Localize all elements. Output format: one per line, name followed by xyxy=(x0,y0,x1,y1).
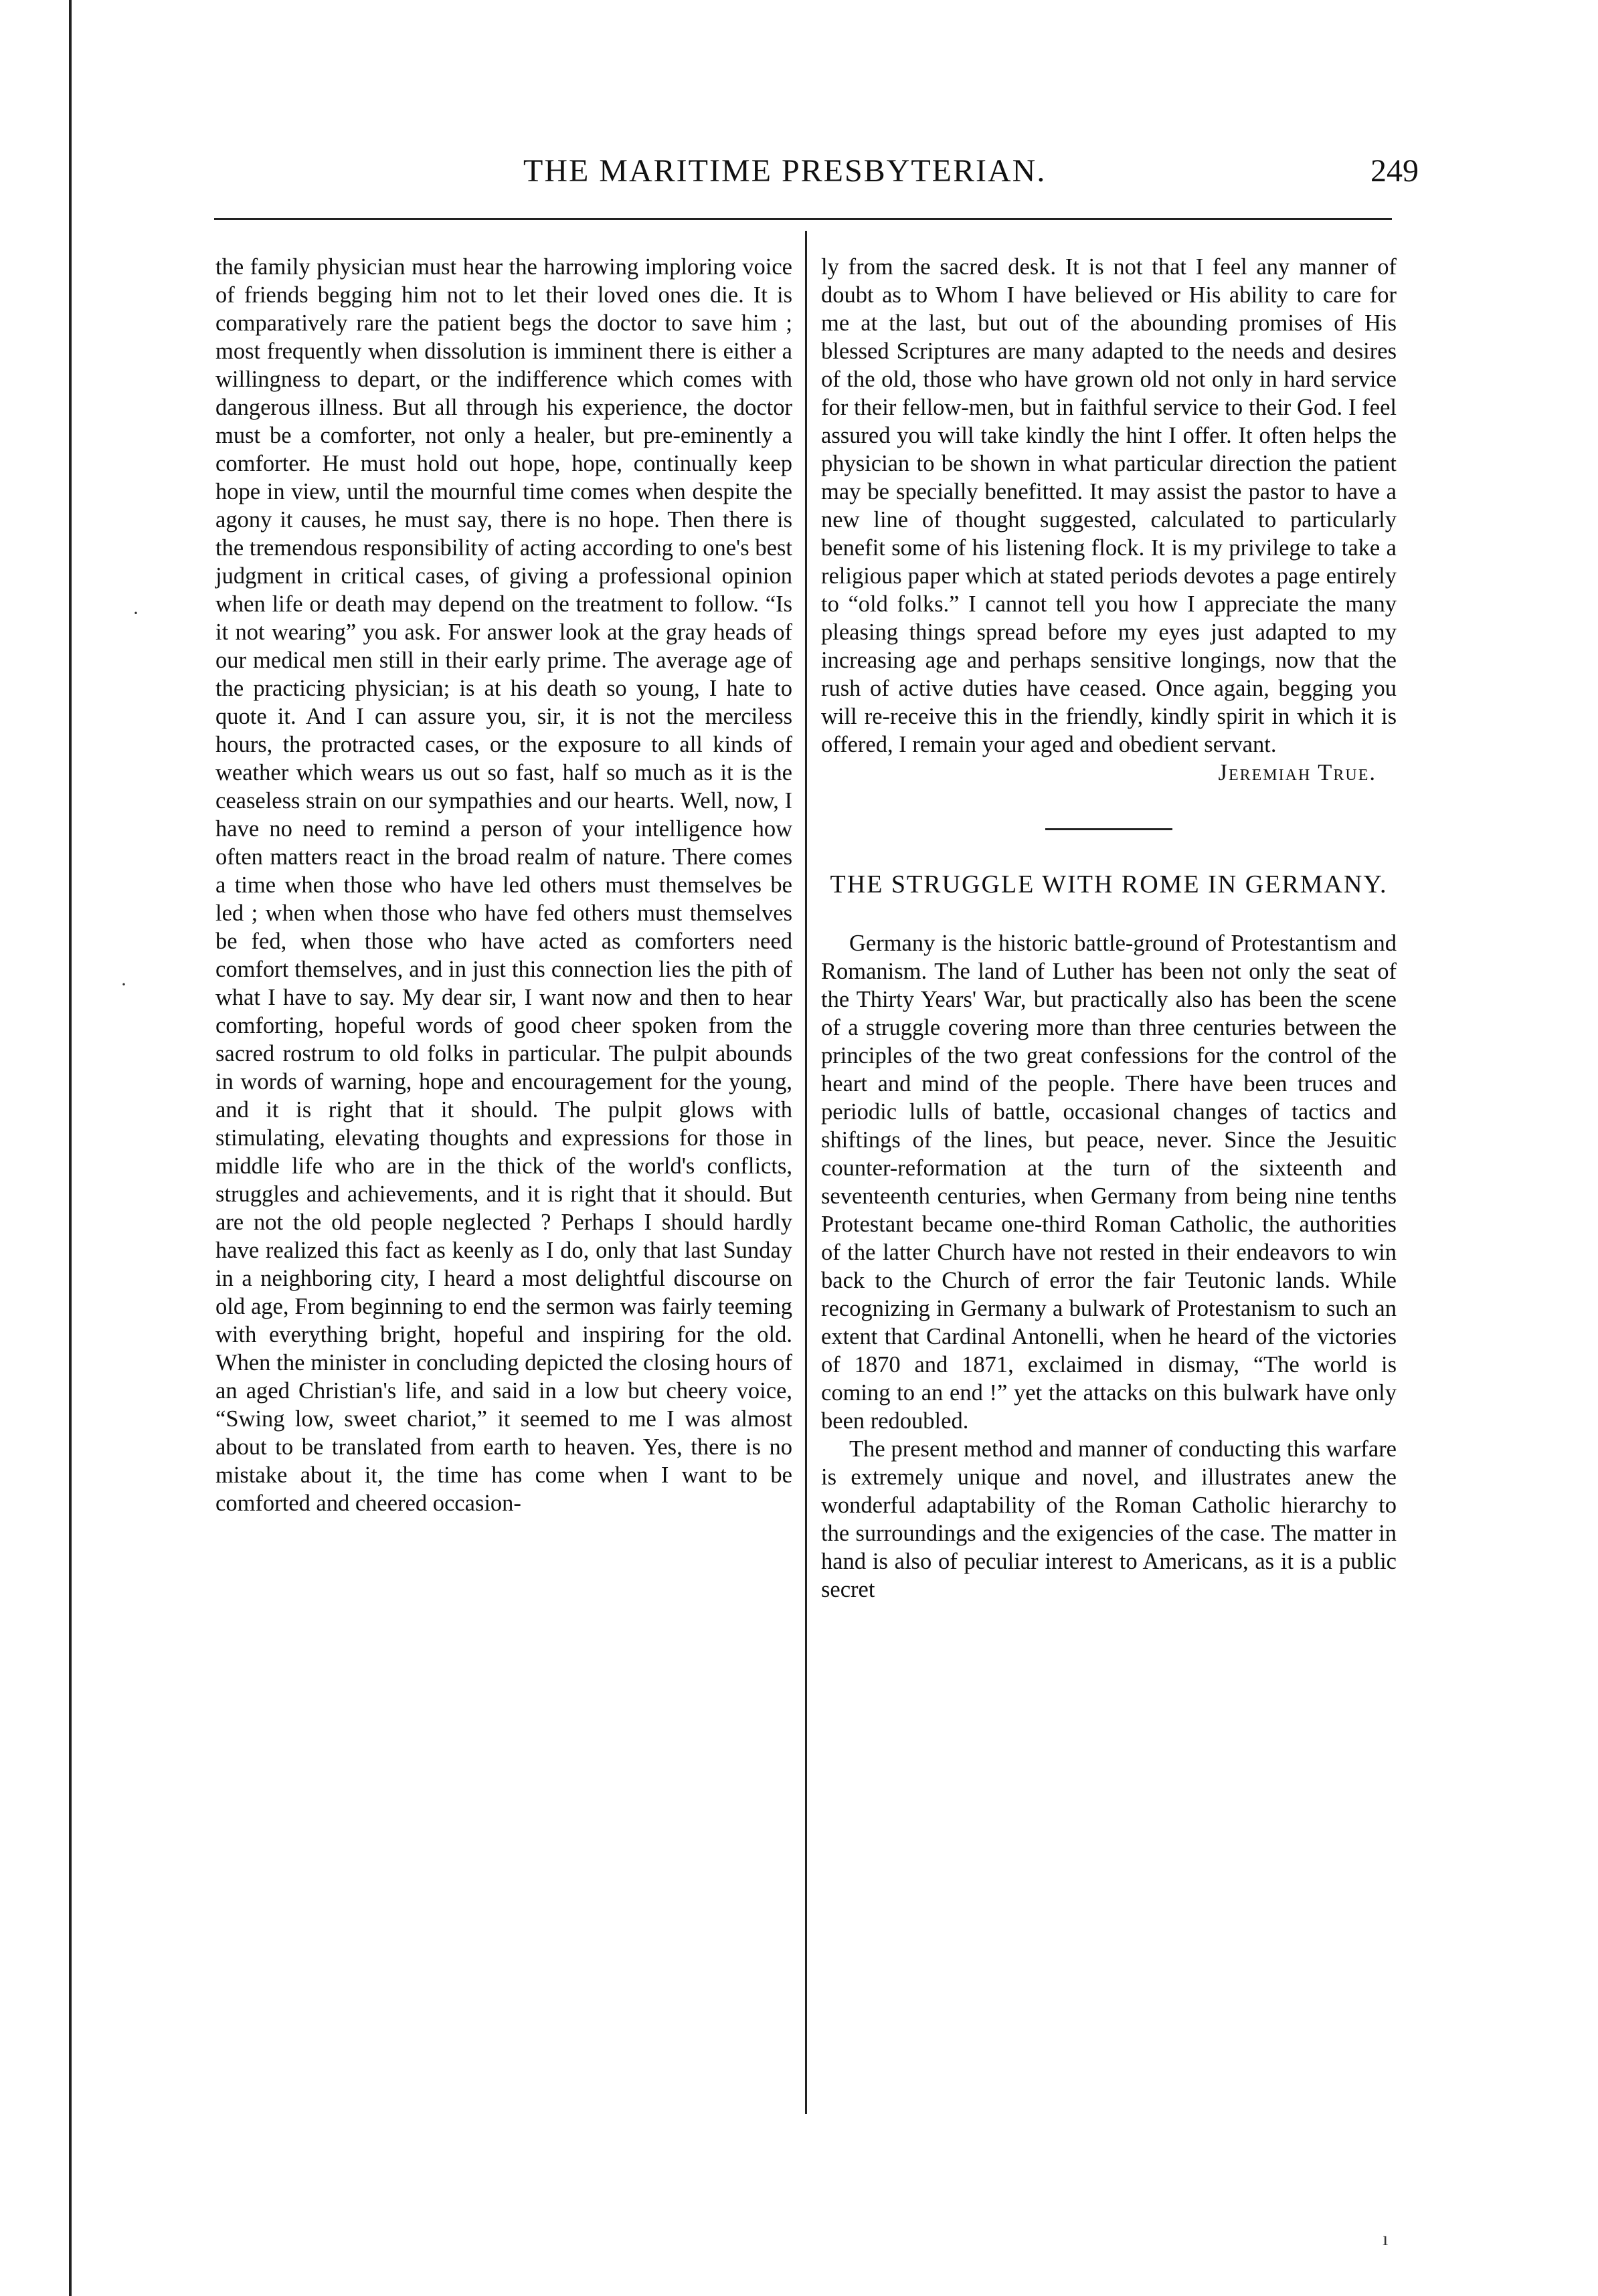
scan-speck: · xyxy=(120,973,127,995)
right-column xyxy=(821,253,1397,1604)
scan-edge-border xyxy=(69,0,72,2296)
article-body xyxy=(821,929,1397,1604)
article-paragraph: The present method and manner of conducting this warfare is extremely unique and novel, and illustrates anew the wonderful adaptability of the Roman Catholic hierarchy to the surroundings and the exigencies of the case. The matter in hand is also of peculiar interest to Americans, as it is a public secret xyxy=(821,1436,1397,1602)
letter-continuation: ly from the sacred desk. It is not that I feel any manner of doubt as to Whom I have believed or His ability to care for me at the last, but out of the abounding promises of His blessed Scriptures are many adapted to the needs and desires of the old, those who have grown old not only in hard service for their fellow-men, but in faithful service to their God. I feel assured you will take kindly the hint I offer. It often helps the physician to be shown in what particular direction the patient may be specially benefitted. It may assist the pastor to have a new line of thought suggested, calculated to particularly benefit some of his listening flock. It is my privilege to take a religious paper which at stated periods devotes a page entirely to “old folks.” I cannot tell you how I appreciate the many pleasing things spread before my eyes just adapted to my increasing age and perhaps sensitive longings, now that the rush of active duties have ceased. Once again, begging you will re-receive this in the friendly, kindly spirit in which it is offered, I remain your aged and obedient servant. xyxy=(821,254,1397,757)
section-divider xyxy=(1045,828,1172,830)
article-paragraph: Germany is the historic battle-ground of Protestantism and Romanism. The land of Luther has been not only the seat of the Thirty Years' War, but practically also has been the scene of a struggle covering more than three centuries between the principles of the two great confessions for the control of the heart and mind of the people. There have been truces and periodic lulls of battle, occasional changes of tactics and shiftings of the lines, but peace, never. Since the Jesuitic counter-reformation at the turn of the sixteenth and seventeenth centuries, when Germany from being nine tenths Protestant became one-third Roman Catholic, the authorities of the latter Church have not rested in their endeavors to win back to the Church of error the fair Teutonic lands. While recognizing in Germany a bulwark of Protestanism to such an extent that Cardinal Antonelli, when he heard of the victories of 1870 and 1871, exclaimed in dismay, “The world is coming to an end !” yet the attacks on this bulwark have only been redoubled. xyxy=(821,931,1397,1434)
left-column xyxy=(215,253,792,1517)
running-title: THE MARITIME PRESBYTERIAN. xyxy=(523,153,1047,189)
letter-signature: Jeremiah True. xyxy=(1218,760,1377,785)
page-header xyxy=(214,153,1419,199)
header-rule xyxy=(214,218,1392,220)
left-paragraph: the family physician must hear the harrowing imploring voice of friends begging him not to let their loved ones die. It is comparatively rare the patient begs the doctor to save him ; most frequently when dissolution is imminent there is either a willingness to depart, or the indifference which comes with dangerous illness. But all through his experience, the doctor must be a comforter, not only a healer, but pre-eminently a comforter. He must hold out hope, hope, continually keep hope in view, until the mournful time comes when despite the agony it causes, he must say, there is no hope. Then there is the tremendous responsibility of acting according to one's best judgment in critical cases, of giving a professional opinion when life or death may depend on the treatment to follow. “Is it not wearing” you ask. For answer look at the gray heads of our medical men still in their early prime. The average age of the practicing physician; is at his death so young, I hate to quote it. And I can assure you, sir, it is not the merciless hours, the protracted cases, or the exposure to all kinds of weather which wears us out so fast, half so much as it is the ceaseless strain on our sympathies and our hearts. Well, now, I have no need to remind a person of your intelligence how often matters react in the broad realm of nature. There comes a time when those who have led others must themselves be led ; when when those who have fed others must themselves be fed, when those who have acted as comforters need comfort themselves, and in just this connection lies the pith of what I have to say. My dear sir, I want now and then to hear comforting, hopeful words of good cheer spoken from the sacred rostrum to old folks in particular. The pulpit abounds in words of warning, hope and encouragement for the young, and it is right that it should. The pulpit glows with stimulating, elevating thoughts and expressions for those in middle life who are in the thick of the world's conflicts, struggles and achievements, and it is right that it should. But are not the old people neglected ? Perhaps I should hardly have realized this fact as keenly as I do, only that last Sunday in a neighboring city, I heard a most delightful discourse on old age, From beginning to end the sermon was fairly teeming with everything bright, hopeful and inspiring for the old. When the minister in concluding depicted the closing hours of an aged Christian's life, and said in a low but cheery voice, “Swing low, sweet chariot,” it seemed to me I was almost about to be translated from earth to heaven. Yes, there is no mistake about it, the time has come when I want to be comforted and cheered occasion- xyxy=(215,254,792,1516)
article-title: THE STRUGGLE WITH ROME IN GERMANY. xyxy=(830,870,1388,898)
page-number: 249 xyxy=(1370,153,1419,189)
column-rule xyxy=(805,231,807,2114)
scan-speck: · xyxy=(132,602,139,624)
scan-speck: ı xyxy=(1383,2228,1389,2250)
